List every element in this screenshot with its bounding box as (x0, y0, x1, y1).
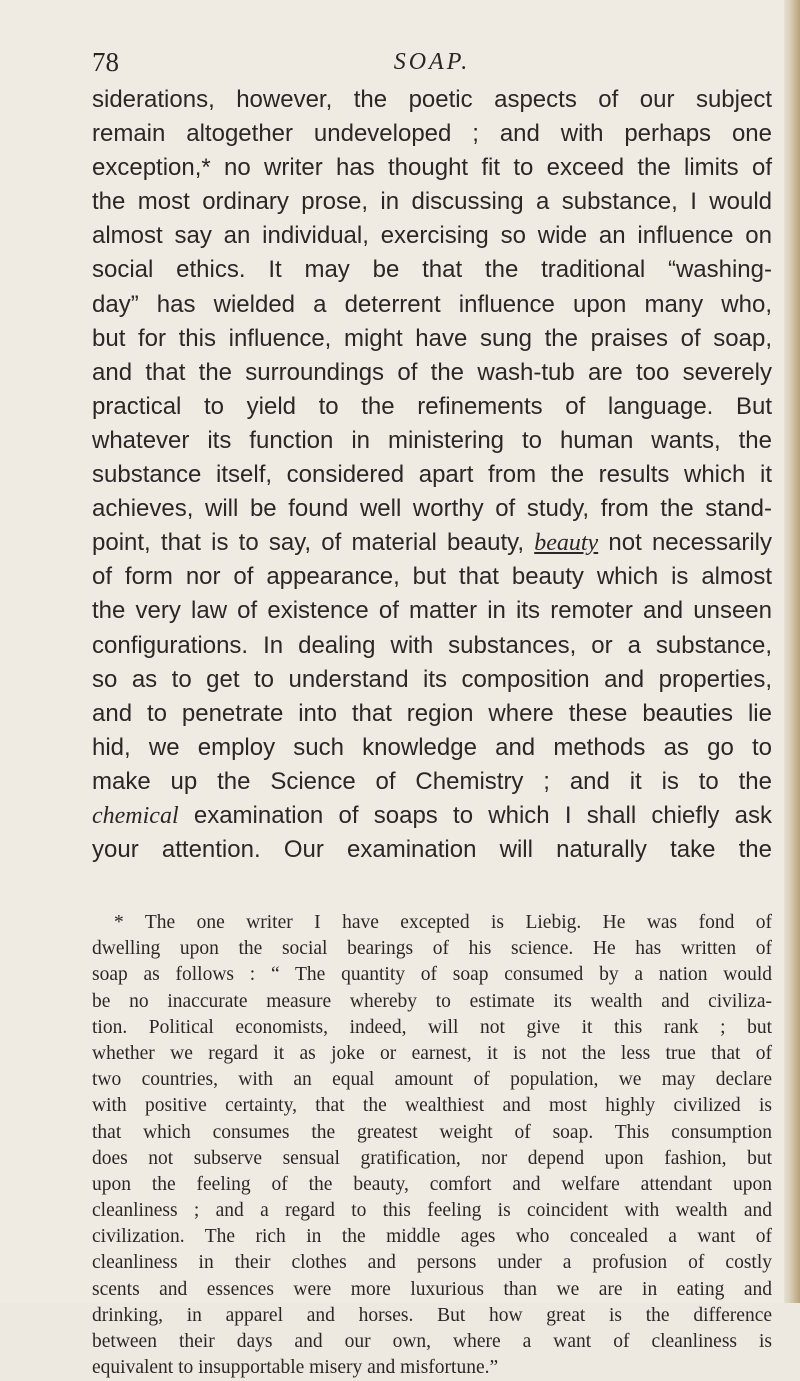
footnote-line: equivalent to insupportable misery and misfortune.” (92, 1357, 499, 1379)
page-edge-shadow (784, 0, 800, 1303)
body-line: hid, we employ such knowledge and methods as go to (92, 733, 772, 761)
footnote-line: soap as follows : “ The quantity of soap consumed by a nation would (92, 964, 772, 986)
body-line: the most ordinary prose, in discussing a substance, I would (92, 188, 772, 216)
body-line: siderations, however, the poetic aspects of our subject (92, 86, 772, 113)
body-line: day” has wielded a deterrent influence upon many who, (92, 290, 772, 318)
body-text (92, 83, 772, 867)
text-segment: not necessarily (598, 529, 772, 557)
running-head: SOAP. (393, 49, 471, 75)
text-segment: examination of soaps to which I shall chiefly ask (178, 801, 772, 829)
footnote-line: be no inaccurate measure whereby to estimate its wealth and civiliza- (92, 990, 772, 1012)
footnote-line: civilization. The rich in the middle ages who concealed a want of (92, 1226, 772, 1248)
footnote-line: two countries, with an equal amount of population, we may declare (92, 1069, 772, 1091)
body-line: and that the surroundings of the wash-tub are too severely (92, 358, 772, 386)
footnote-line: that which consumes the greatest weight of soap. This consumption (92, 1121, 772, 1143)
footnote-line: cleanliness ; and a regard to this feeling is coincident with wealth and (92, 1200, 772, 1222)
footnote-line: * The one writer I have excepted is Liebig. He was fond of (114, 912, 772, 933)
body-line: the very law of existence of matter in its remoter and unseen (92, 597, 772, 625)
footnote-line: does not subserve sensual gratification, nor depend upon fashion, but (92, 1147, 772, 1169)
body-line-with-italic (92, 799, 772, 833)
body-line: whatever its function in ministering to human wants, the (92, 426, 772, 454)
body-line: substance itself, considered apart from the results which it (92, 461, 772, 489)
body-line: so as to get to understand its composition and properties, (92, 665, 772, 693)
body-line-with-italic (92, 526, 772, 560)
body-line: of form nor of appearance, but that beauty which is almost (92, 563, 772, 591)
body-line: remain altogether undeveloped ; and with perhaps one (92, 120, 772, 148)
italic-word-chemical: chemical (92, 802, 179, 829)
footnote-line: with positive certainty, that the wealthiest and most highly civilized is (92, 1095, 772, 1117)
body-line: exception,* no writer has thought fit to exceed the limits of (92, 154, 772, 182)
footnote (92, 910, 772, 1381)
page-number: 78 (92, 47, 119, 77)
body-line: make up the Science of Chemistry ; and it is to the (92, 767, 772, 795)
body-line: achieves, will be found well worthy of study, from the stand- (92, 495, 772, 523)
body-line: practical to yield to the refinements of language. But (92, 392, 772, 420)
body-line: and to penetrate into that region where these beauties lie (92, 699, 772, 727)
page-header (92, 42, 772, 82)
footnote-line: upon the feeling of the beauty, comfort and welfare attendant upon (92, 1173, 772, 1195)
footnote-line: whether we regard it as joke or earnest, it is not the less true that of (92, 1042, 772, 1064)
footnote-line: between their days and our own, where a want of cleanliness is (92, 1331, 772, 1352)
body-line: social ethics. It may be that the traditional “washing- (92, 256, 772, 284)
body-line: but for this influence, might have sung the praises of soap, (92, 324, 772, 352)
body-line: almost say an individual, exercising so wide an influence on (92, 222, 772, 250)
footnote-line: tion. Political economists, indeed, will not give it this rank ; but (92, 1016, 772, 1038)
italic-word-beauty: beauty (534, 530, 599, 557)
footnote-line: drinking, in apparel and horses. But how great is the difference (92, 1304, 772, 1326)
body-line: your attention. Our examination will naturally take the (92, 836, 772, 864)
body-line: configurations. In dealing with substances, or a substance, (92, 631, 772, 659)
text-segment: point, that is to say, of material beauty, (92, 529, 535, 557)
footnote-line: scents and essences were more luxurious than we are in eating and (92, 1278, 772, 1300)
footnote-line: cleanliness in their clothes and persons under a profusion of costly (92, 1252, 772, 1274)
footnote-line: dwelling upon the social bearings of his science. He has written of (92, 938, 772, 960)
